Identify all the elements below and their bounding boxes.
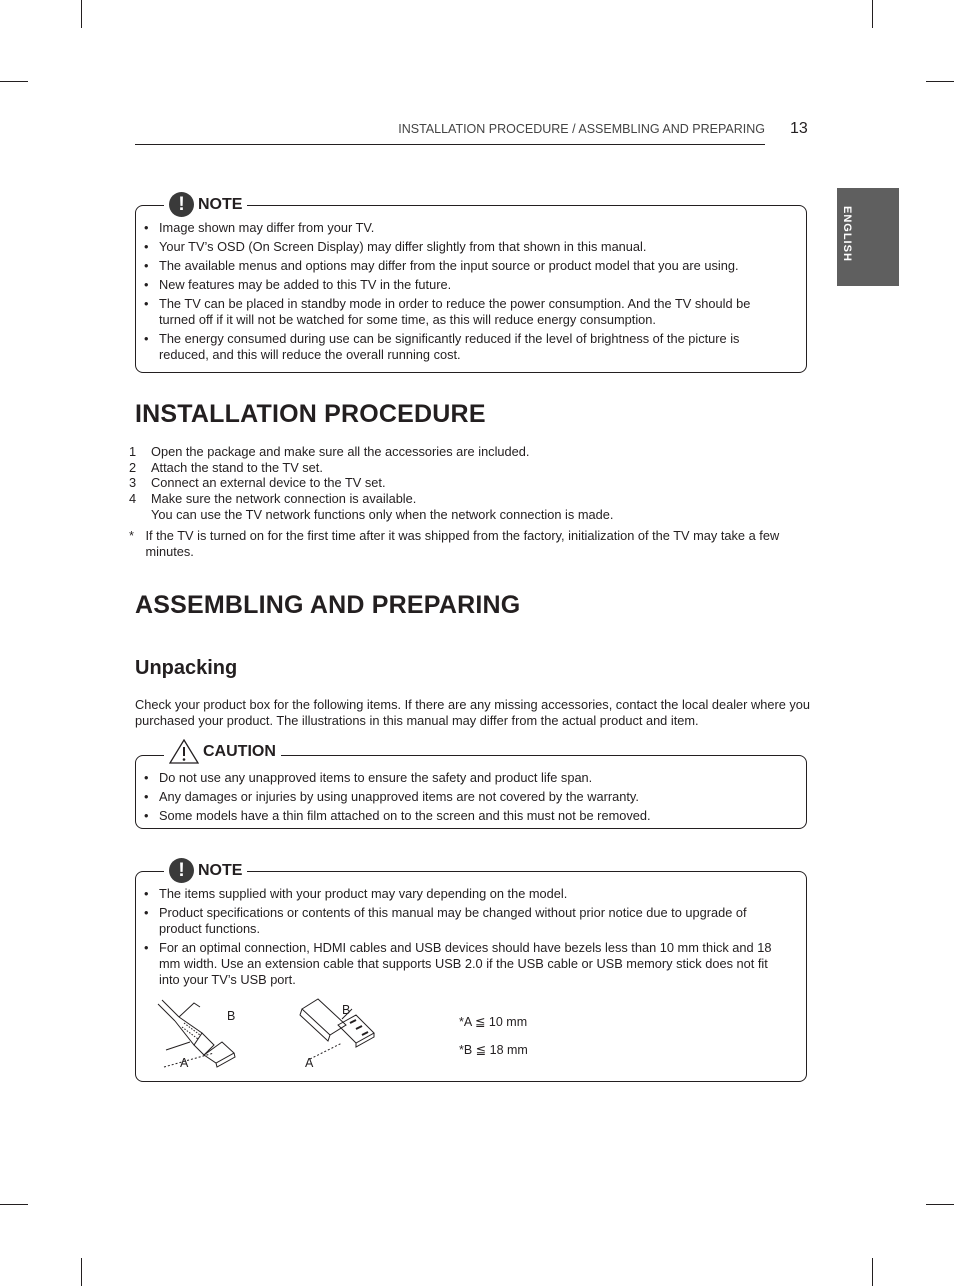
warning-icon — [169, 739, 199, 764]
page-number: 13 — [790, 120, 808, 137]
language-tab — [837, 188, 899, 286]
note-title: NOTE — [198, 861, 243, 879]
list-item: • Do not use any unapproved items to ensure the safety and product life span. — [136, 770, 781, 786]
list-item: • The energy consumed during use can be significantly reduced if the level of brightness of the picture is reduced, and this will reduce the overall running cost. — [136, 331, 781, 363]
breadcrumb: INSTALLATION PROCEDURE / ASSEMBLING AND PREPARING — [398, 122, 765, 136]
list-item: • The items supplied with your product may vary depending on the model. — [136, 886, 781, 902]
footnote — [129, 528, 809, 560]
list-item: • Product specifications or contents of this manual may be changed without prior notice due to upgrade of product functions. — [136, 905, 781, 937]
list-item: • The TV can be placed in standby mode in order to reduce the power consumption. And the TV should be turned off if it will not be watched for some time, as this will reduce energy consumption. — [136, 296, 781, 328]
caution-list — [136, 770, 781, 827]
language-tab-label: ENGLISH — [841, 206, 853, 262]
list-item: • Some models have a thin film attached on to the screen and this must not be removed. — [136, 808, 781, 824]
dimension-spec-a: *A ≦ 10 mm — [459, 1015, 528, 1029]
caution-box — [135, 742, 807, 829]
note-box — [135, 859, 807, 1082]
crop-mark — [926, 1204, 954, 1205]
caution-label — [164, 739, 281, 764]
crop-mark — [81, 0, 82, 28]
note-title: NOTE — [198, 195, 243, 213]
crop-mark — [926, 81, 954, 82]
note-label — [164, 858, 247, 883]
list-item: • Any damages or injuries by using unapproved items are not covered by the warranty. — [136, 789, 781, 805]
list-item: • For an optimal connection, HDMI cables and USB devices should have bezels less than 10 mm thick and 18 mm width. Use an extension cable that supports USB 2.0 if the USB cable or USB memory stick does not fit into your TV’s USB port. — [136, 940, 781, 988]
crop-mark — [872, 0, 873, 28]
crop-mark — [0, 1204, 28, 1205]
exclamation-icon: ! — [169, 858, 194, 883]
step-item: 1 Open the package and make sure all the accessories are included. — [129, 444, 530, 459]
crop-mark — [872, 1258, 873, 1286]
note-box — [135, 193, 807, 373]
crop-mark — [0, 81, 28, 82]
crop-mark — [81, 1258, 82, 1286]
note-list — [136, 220, 781, 366]
subsection-title-unpacking: Unpacking — [135, 657, 238, 679]
section-title-assembling: ASSEMBLING AND PREPARING — [135, 591, 521, 619]
unpacking-paragraph: Check your product box for the following items. If there are any missing accessories, contact the local dealer where you purchased your product. The illustrations in this manual may differ from the actual product and item. — [135, 697, 811, 728]
step-item: 3 Connect an external device to the TV set. — [129, 475, 386, 491]
installation-steps — [129, 444, 613, 523]
list-item: • Image shown may differ from your TV. — [136, 220, 781, 236]
caution-title: CAUTION — [203, 742, 276, 760]
section-title-installation: INSTALLATION PROCEDURE — [135, 400, 486, 428]
dimension-spec-b: *B ≦ 18 mm — [459, 1043, 528, 1057]
dimension-label-b: B — [342, 1003, 351, 1017]
list-item: • New features may be added to this TV in the future. — [136, 277, 781, 293]
list-item: • Your TV’s OSD (On Screen Display) may differ slightly from that shown in this manual. — [136, 239, 781, 255]
dimension-label-a: A — [305, 1056, 314, 1070]
dimension-label-b: B — [227, 1009, 236, 1023]
note-list — [136, 886, 781, 991]
step-item: You can use the TV network functions only when the network connection is made. — [151, 506, 614, 522]
step-item: 4 Make sure the network connection is available. — [129, 491, 417, 507]
exclamation-icon: ! — [169, 192, 194, 217]
footnote-text: If the TV is turned on for the first time after it was shipped from the factory, initialization of the TV may take a few minutes. — [145, 528, 780, 559]
step-item: 2 Attach the stand to the TV set. — [129, 459, 323, 475]
note-label — [164, 192, 247, 217]
header-rule — [135, 144, 765, 145]
list-item: • The available menus and options may differ from the input source or product model that you are using. — [136, 258, 781, 274]
dimension-label-a: A — [180, 1056, 189, 1070]
hdmi-connector-illustration — [154, 995, 264, 1075]
footnote-mark: * — [129, 528, 134, 543]
